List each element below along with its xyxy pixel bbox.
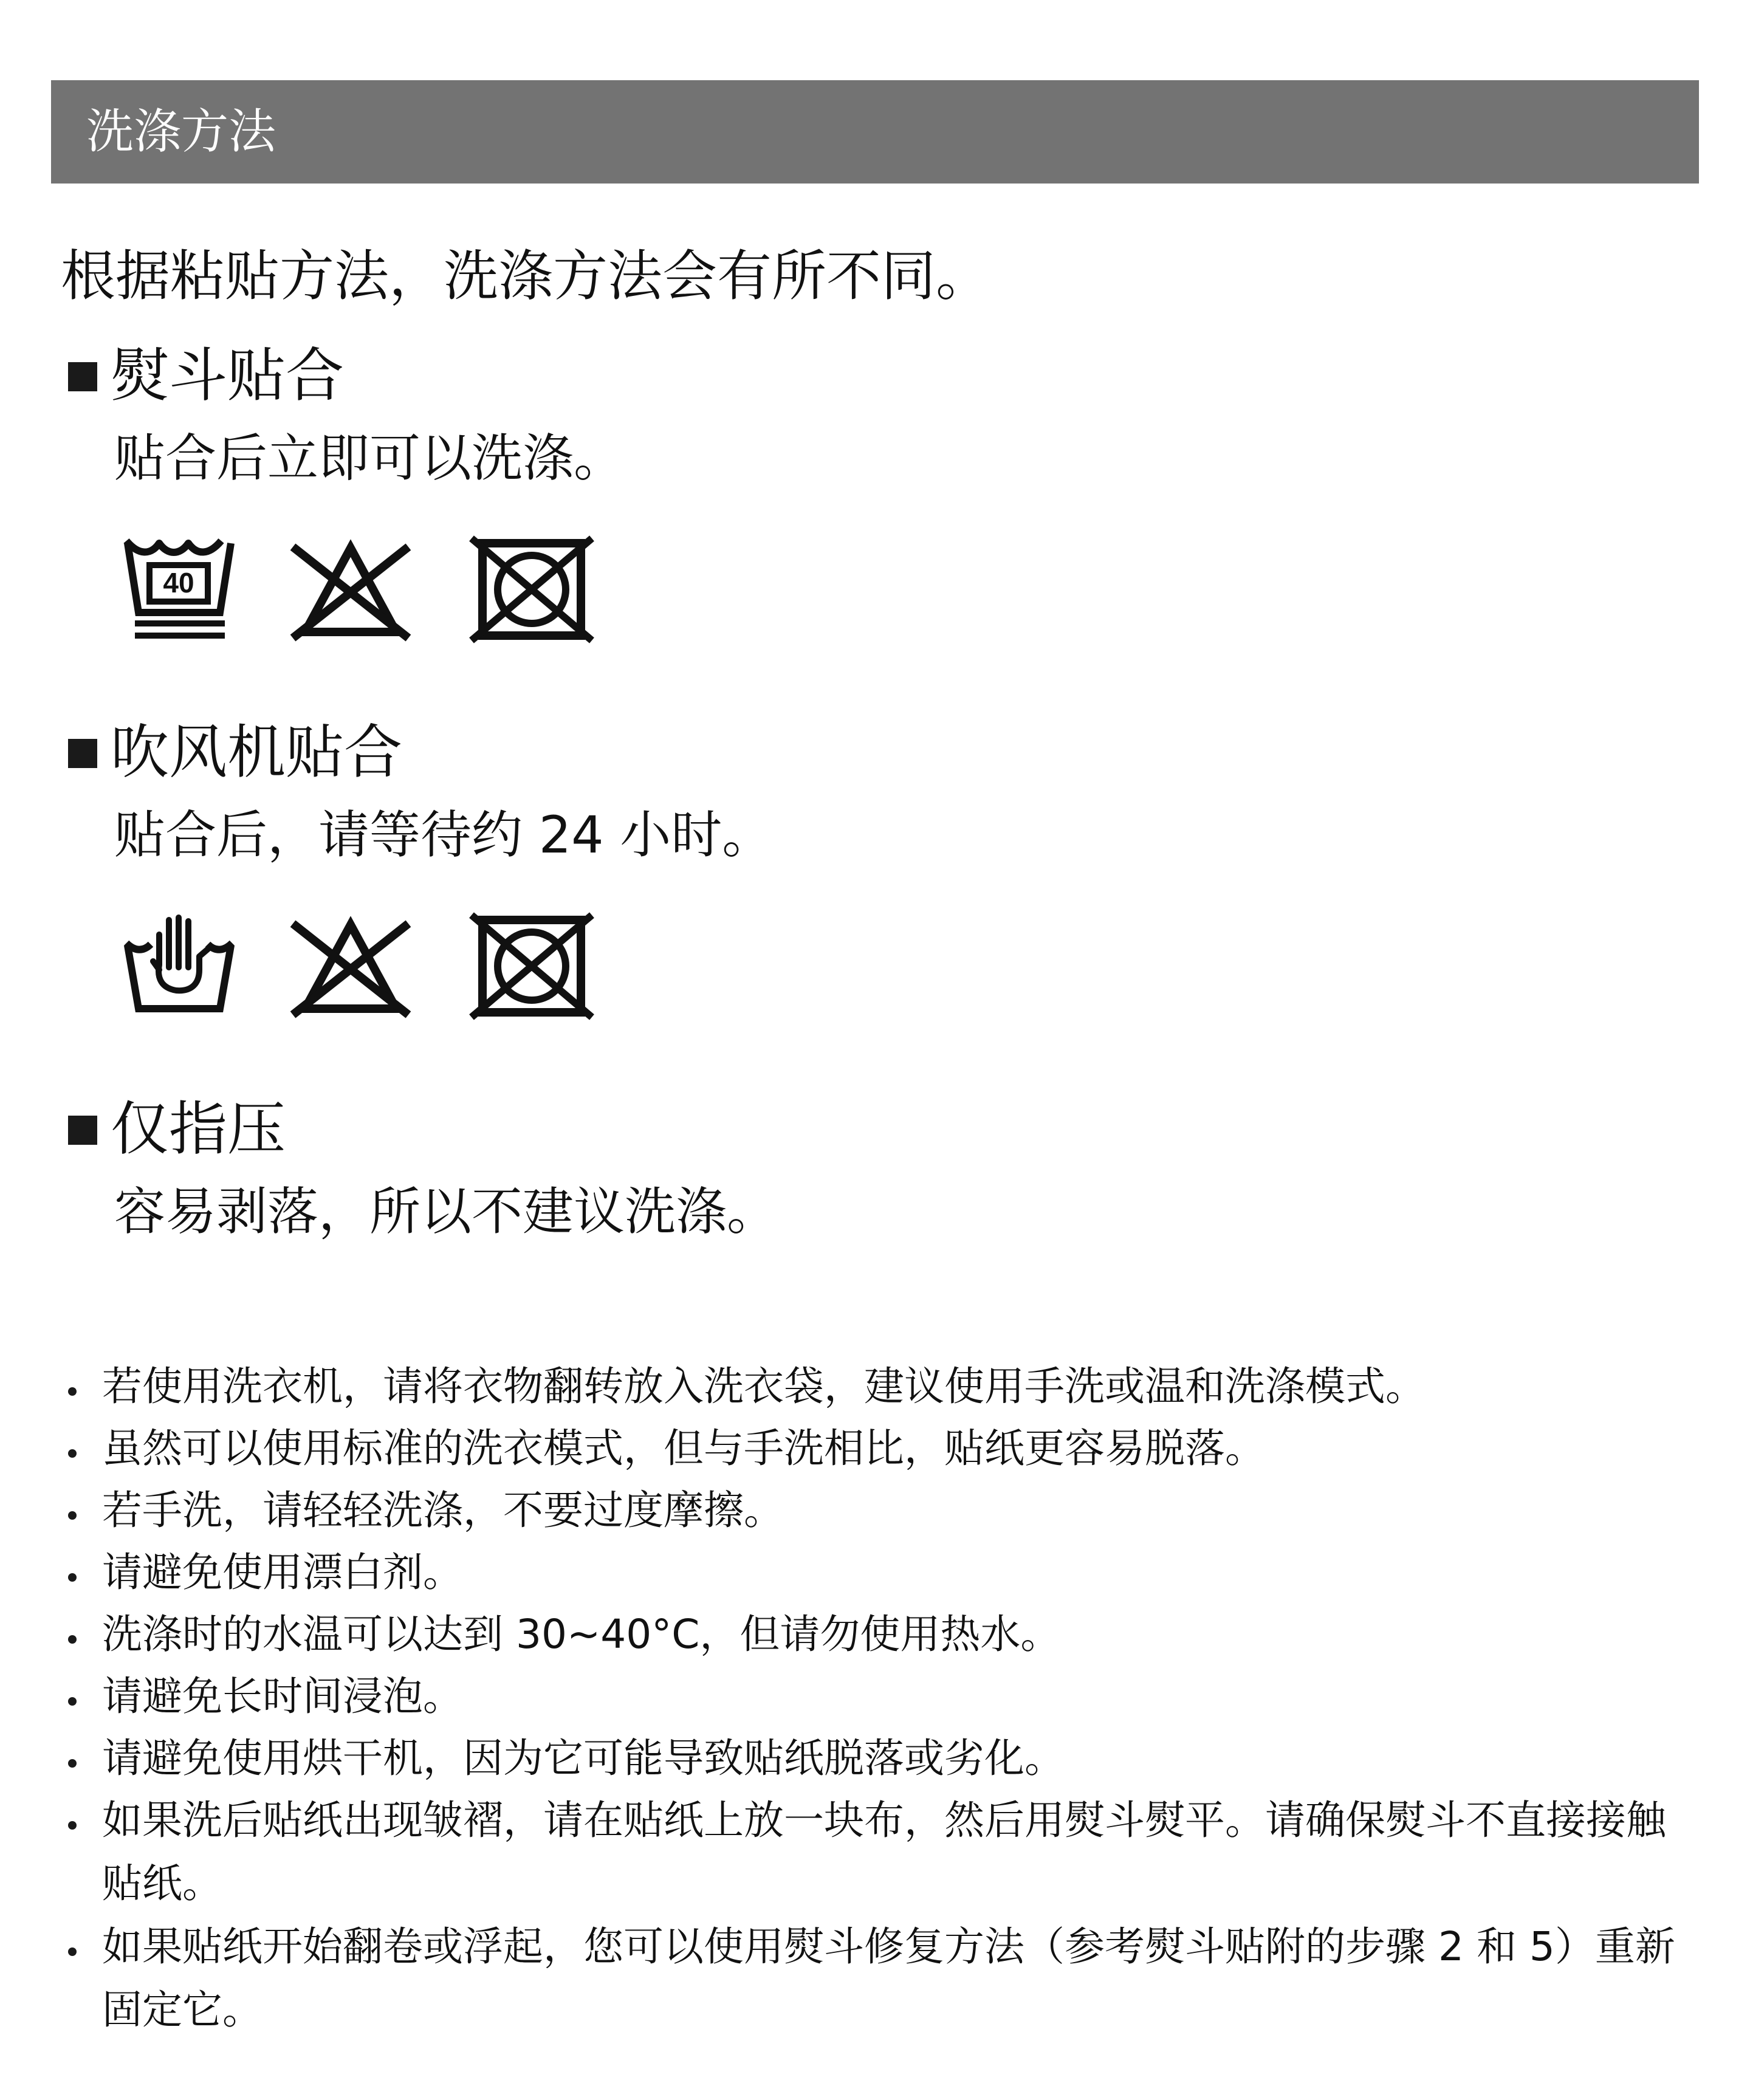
bullet-icon: [68, 1947, 77, 1956]
bullet-icon: [68, 1449, 77, 1458]
section-description: 贴合后立即可以洗涤。: [114, 428, 625, 488]
hand-wash-icon: [122, 911, 237, 1021]
section-marker-icon: [68, 739, 97, 768]
section-title: 熨斗贴合: [111, 341, 344, 410]
no-bleach-icon: [287, 911, 414, 1021]
list-item: 如果贴纸开始翻卷或浮起，您可以使用熨斗修复方法（参考熨斗贴附的步骤 2 和 5）重新固定它。: [102, 1923, 1675, 2033]
list-item: 若使用洗衣机，请将衣物翻转放入洗衣袋，建议使用手洗或温和洗涤模式。: [102, 1363, 1426, 1410]
list-item: 如果洗后贴纸出现皱褶，请在贴纸上放一块布，然后用熨斗熨平。请确保熨斗不直接接触贴纸。: [102, 1797, 1666, 1907]
list-item: 请避免使用烘干机，因为它可能导致贴纸脱落或劣化。: [102, 1735, 1065, 1782]
no-tumble-dry-icon: [468, 535, 595, 644]
bullet-icon: [68, 1759, 77, 1768]
page-title: 洗涤方法: [86, 105, 276, 159]
section-title: 吹风机贴合: [111, 718, 402, 786]
list-item: 洗涤时的水温可以达到 30~40°C，但请勿使用热水。: [102, 1611, 1061, 1658]
list-item: 请避免长时间浸泡。: [102, 1673, 463, 1720]
intro-text: 根据粘贴方法，洗涤方法会有所不同。: [61, 244, 990, 308]
list-item: 请避免使用漂白剂。: [102, 1549, 463, 1596]
list-item: 虽然可以使用标准的洗衣模式，但与手洗相比，贴纸更容易脱落。: [102, 1425, 1265, 1472]
no-bleach-icon: [287, 535, 414, 644]
bullet-icon: [68, 1387, 77, 1396]
section-description: 贴合后，请等待约 24 小时。: [114, 805, 774, 865]
bullet-icon: [68, 1511, 77, 1520]
section-marker-icon: [68, 1116, 97, 1145]
bullet-icon: [68, 1697, 77, 1706]
bullet-icon: [68, 1821, 77, 1830]
list-item: 若手洗，请轻轻洗涤，不要过度摩擦。: [102, 1487, 784, 1534]
section-title: 仅指压: [111, 1095, 286, 1163]
wash-temperature-label: 40: [163, 567, 194, 599]
section-description: 容易剥落，所以不建议洗涤。: [114, 1182, 778, 1241]
section-marker-icon: [68, 362, 97, 391]
bullet-icon: [68, 1573, 77, 1582]
bullet-icon: [68, 1635, 77, 1644]
section-header-bar: [51, 80, 1699, 184]
care-icon-row: [122, 911, 608, 1021]
no-tumble-dry-icon: [468, 911, 595, 1021]
wash-40-gentle-icon: [122, 535, 237, 644]
care-icon-row: [122, 535, 608, 644]
